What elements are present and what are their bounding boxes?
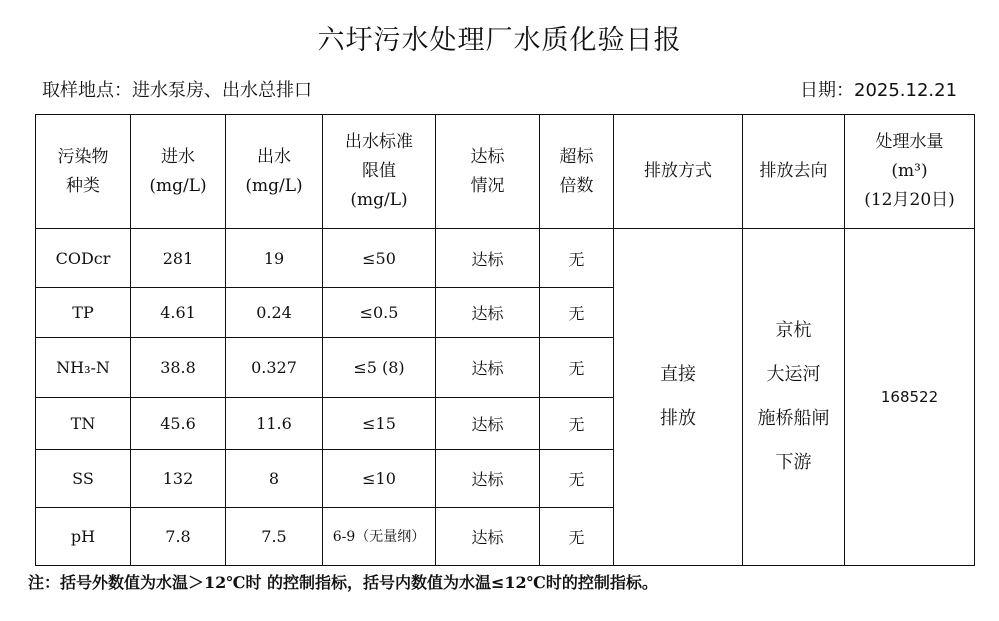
status-value: 达标 — [436, 507, 540, 565]
pollutant-name: CODcr — [36, 229, 131, 288]
status-value: 达标 — [436, 288, 540, 338]
outflow-value: 0.24 — [226, 288, 323, 338]
exceed-value: 无 — [540, 288, 614, 338]
pollutant-name: SS — [36, 449, 131, 507]
status-value: 达标 — [436, 397, 540, 449]
table-header-row — [36, 115, 975, 229]
header-pollutant: 污染物 种类 — [36, 115, 131, 229]
status-value: 达标 — [436, 338, 540, 397]
inflow-value: 4.61 — [131, 288, 226, 338]
header-volume: 处理水量 (m³) (12月20日) — [845, 115, 975, 229]
header-inflow: 进水 (mg/L) — [131, 115, 226, 229]
header-limit: 出水标准 限值 (mg/L) — [323, 115, 436, 229]
header-exceed: 超标 倍数 — [540, 115, 614, 229]
limit-value: ≤10 — [323, 449, 436, 507]
limit-value: ≤50 — [323, 229, 436, 288]
header-discharge-dest: 排放去向 — [743, 115, 845, 229]
outflow-value: 7.5 — [226, 507, 323, 565]
outflow-value: 11.6 — [226, 397, 323, 449]
header-discharge-method: 排放方式 — [614, 115, 743, 229]
limit-value: ≤15 — [323, 397, 436, 449]
status-value: 达标 — [436, 229, 540, 288]
water-quality-table — [35, 114, 975, 566]
pollutant-name: TP — [36, 288, 131, 338]
limit-value: 6-9（无量纲） — [323, 507, 436, 565]
report-title: 六圩污水处理厂水质化验日报 — [317, 25, 682, 56]
exceed-value: 无 — [540, 449, 614, 507]
pollutant-name: TN — [36, 397, 131, 449]
limit-value: ≤5 (8) — [323, 338, 436, 397]
report-date: 日期：2025.12.21 — [800, 80, 958, 101]
header-status: 达标 情况 — [436, 115, 540, 229]
exceed-value: 无 — [540, 507, 614, 565]
inflow-value: 281 — [131, 229, 226, 288]
header-outflow: 出水 (mg/L) — [226, 115, 323, 229]
outflow-value: 0.327 — [226, 338, 323, 397]
inflow-value: 38.8 — [131, 338, 226, 397]
discharge-dest-cell: 京杭 大运河 施桥船闸 下游 — [743, 229, 845, 566]
footnote: 注：括号外数值为水温＞12℃时 的控制指标，括号内数值为水温≤12℃时的控制指标。 — [28, 573, 658, 592]
volume-value: 168522 — [845, 229, 975, 566]
exceed-value: 无 — [540, 397, 614, 449]
sampling-location: 取样地点：进水泵房、出水总排口 — [42, 80, 312, 101]
inflow-value: 45.6 — [131, 397, 226, 449]
inflow-value: 7.8 — [131, 507, 226, 565]
exceed-value: 无 — [540, 229, 614, 288]
outflow-value: 8 — [226, 449, 323, 507]
pollutant-name: pH — [36, 507, 131, 565]
discharge-method-cell: 直接 排放 — [614, 229, 743, 566]
status-value: 达标 — [436, 449, 540, 507]
limit-value: ≤0.5 — [323, 288, 436, 338]
outflow-value: 19 — [226, 229, 323, 288]
inflow-value: 132 — [131, 449, 226, 507]
exceed-value: 无 — [540, 338, 614, 397]
table-row — [36, 229, 975, 288]
pollutant-name: NH₃-N — [36, 338, 131, 397]
